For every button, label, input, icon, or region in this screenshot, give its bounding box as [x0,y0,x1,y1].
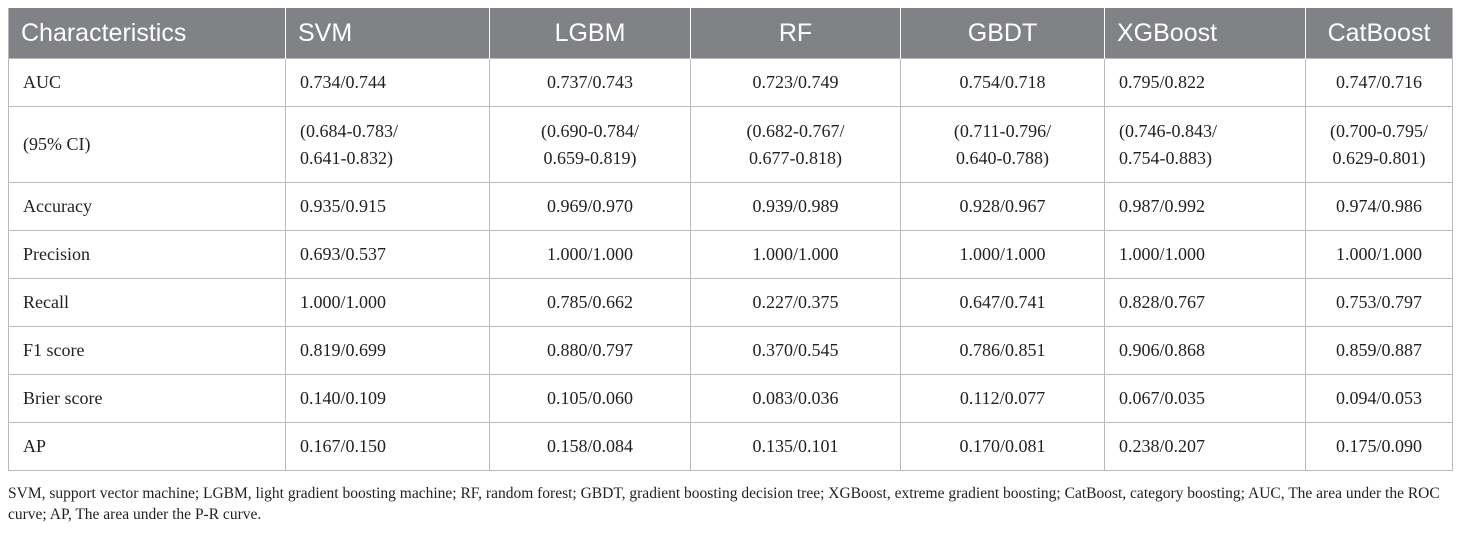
row-label: (95% CI) [9,107,286,183]
cell-rf: 0.370/0.545 [691,327,901,375]
table-row-f1-score [9,327,1453,375]
row-label: AUC [9,59,286,107]
cell-gbdt: 0.928/0.967 [901,183,1105,231]
cell-svm [286,107,490,183]
metrics-table [8,8,1453,471]
cell-rf: 1.000/1.000 [691,231,901,279]
cell-xgboost: 0.067/0.035 [1105,375,1306,423]
row-label: AP [9,423,286,471]
header-characteristics: Characteristics [9,8,286,59]
ci-lower-line: (0.690-0.784/ [541,120,639,141]
cell-gbdt: 0.170/0.081 [901,423,1105,471]
row-label: Recall [9,279,286,327]
cell-lgbm: 0.969/0.970 [490,183,691,231]
table-row-brier-score [9,375,1453,423]
header-catboost: CatBoost [1306,8,1453,59]
table-row-auc [9,59,1453,107]
cell-catboost: 0.094/0.053 [1306,375,1453,423]
cell-xgboost: 0.795/0.822 [1105,59,1306,107]
cell-xgboost: 0.828/0.767 [1105,279,1306,327]
table-row-ci [9,107,1453,183]
table-footnote: SVM, support vector machine; LGBM, light gradient boosting machine; RF, random forest; GBDT, gradient boosting decision tree; XGBoost, extreme gradient boosting; CatBoost, category boosting; AUC, The area under the ROC curve; AP, The area under the P-R curve. [8,485,1440,523]
cell-xgboost [1105,107,1306,183]
cell-svm: 0.167/0.150 [286,423,490,471]
table-header-row [9,8,1453,59]
header-rf: RF [691,8,901,59]
cell-catboost: 0.974/0.986 [1306,183,1453,231]
cell-lgbm: 1.000/1.000 [490,231,691,279]
cell-lgbm: 0.737/0.743 [490,59,691,107]
ci-upper-line: 0.677-0.818) [749,147,842,168]
cell-rf: 0.723/0.749 [691,59,901,107]
cell-rf: 0.939/0.989 [691,183,901,231]
cell-lgbm [490,107,691,183]
cell-svm: 0.693/0.537 [286,231,490,279]
cell-catboost: 0.175/0.090 [1306,423,1453,471]
cell-catboost: 0.753/0.797 [1306,279,1453,327]
cell-catboost: 0.747/0.716 [1306,59,1453,107]
ci-upper-line: 0.659-0.819) [543,147,637,168]
cell-catboost: 0.859/0.887 [1306,327,1453,375]
cell-xgboost: 0.906/0.868 [1105,327,1306,375]
cell-svm: 0.140/0.109 [286,375,490,423]
header-svm: SVM [286,8,490,59]
cell-gbdt: 0.754/0.718 [901,59,1105,107]
cell-gbdt: 0.112/0.077 [901,375,1105,423]
cell-svm: 0.734/0.744 [286,59,490,107]
cell-gbdt: 0.786/0.851 [901,327,1105,375]
table-row-accuracy [9,183,1453,231]
ci-lower-line: (0.746-0.843/ [1119,120,1217,141]
cell-lgbm: 0.785/0.662 [490,279,691,327]
cell-catboost: 1.000/1.000 [1306,231,1453,279]
ci-upper-line: 0.629-0.801) [1332,147,1426,168]
cell-lgbm: 0.158/0.084 [490,423,691,471]
row-label: Brier score [9,375,286,423]
cell-gbdt: 0.647/0.741 [901,279,1105,327]
cell-svm: 1.000/1.000 [286,279,490,327]
header-xgboost: XGBoost [1105,8,1306,59]
header-lgbm: LGBM [490,8,691,59]
ci-upper-line: 0.641-0.832) [300,147,393,168]
ci-lower-line: (0.700-0.795/ [1330,120,1428,141]
table-row-precision [9,231,1453,279]
ci-lower-line: (0.711-0.796/ [953,120,1052,141]
cell-rf: 0.135/0.101 [691,423,901,471]
cell-lgbm: 0.880/0.797 [490,327,691,375]
cell-xgboost: 0.987/0.992 [1105,183,1306,231]
cell-lgbm: 0.105/0.060 [490,375,691,423]
ci-lower-line: (0.682-0.767/ [746,120,845,141]
header-gbdt: GBDT [901,8,1105,59]
table-row-ap [9,423,1453,471]
cell-svm: 0.935/0.915 [286,183,490,231]
metrics-table-container [8,8,1452,471]
cell-rf: 0.227/0.375 [691,279,901,327]
cell-svm: 0.819/0.699 [286,327,490,375]
table-row-recall [9,279,1453,327]
cell-xgboost: 0.238/0.207 [1105,423,1306,471]
row-label: F1 score [9,327,286,375]
cell-rf [691,107,901,183]
cell-xgboost: 1.000/1.000 [1105,231,1306,279]
ci-upper-line: 0.640-0.788) [956,147,1049,168]
cell-gbdt [901,107,1105,183]
row-label: Accuracy [9,183,286,231]
cell-rf: 0.083/0.036 [691,375,901,423]
cell-gbdt: 1.000/1.000 [901,231,1105,279]
ci-lower-line: (0.684-0.783/ [300,120,398,141]
cell-catboost [1306,107,1453,183]
row-label: Precision [9,231,286,279]
ci-upper-line: 0.754-0.883) [1119,147,1212,168]
